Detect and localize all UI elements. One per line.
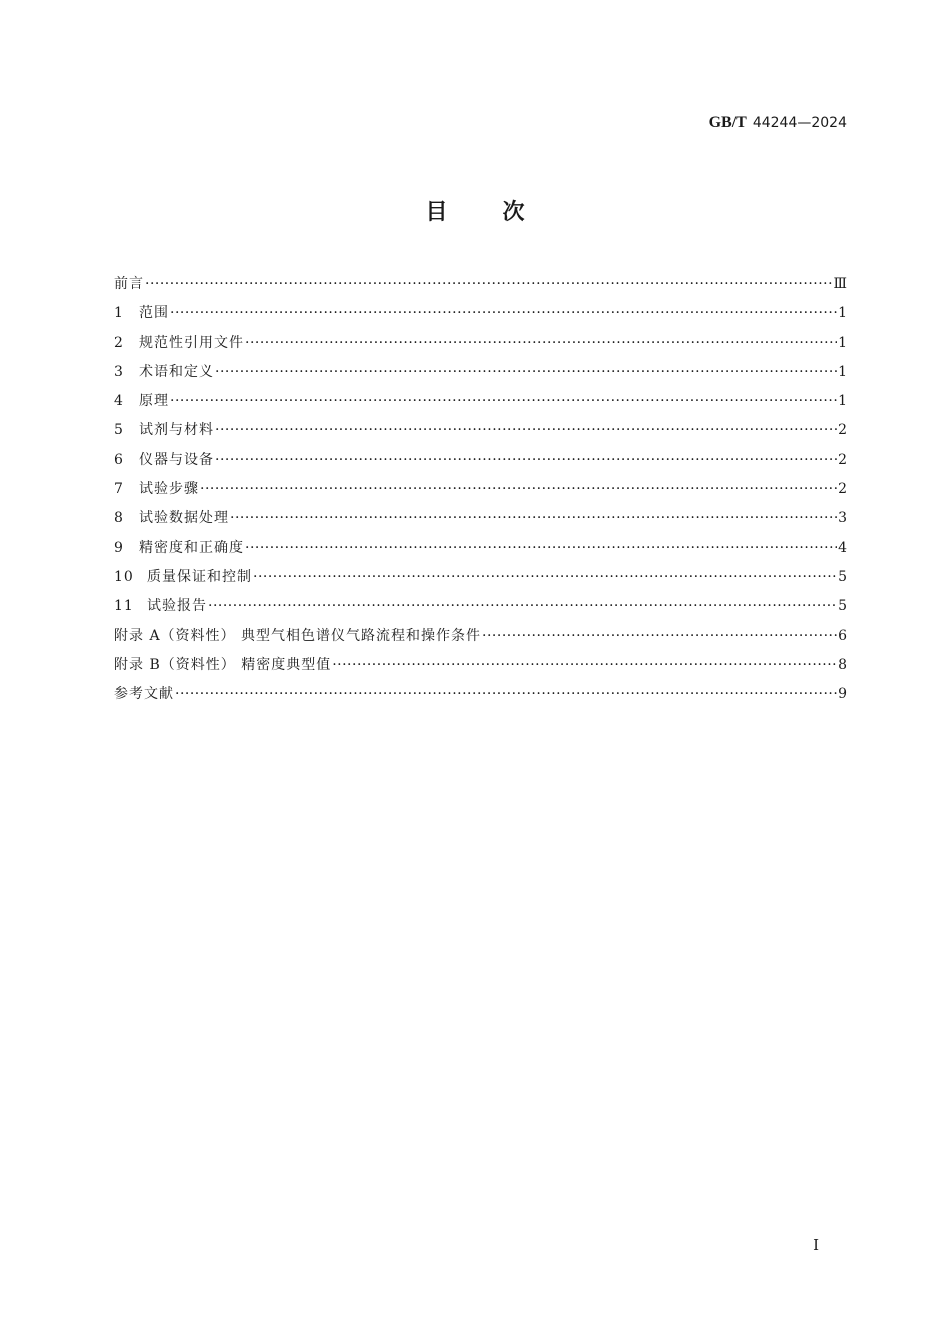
toc-entry-number: 4 <box>114 393 124 410</box>
toc-entry-label: 规范性引用文件 <box>139 334 244 351</box>
standard-code-prefix: GB/T <box>708 114 747 131</box>
toc-entry-10[interactable] <box>114 567 847 596</box>
toc-entry-label: 仪器与设备 <box>139 451 214 468</box>
toc-entry-label: 范围 <box>139 305 169 322</box>
toc-entry-8[interactable] <box>114 508 847 537</box>
toc-entry-3[interactable] <box>114 362 847 391</box>
toc-entry-page: 5 <box>838 568 847 585</box>
toc-entry-page: 2 <box>838 422 847 439</box>
toc-entry-label: 附录 B（资料性） 精密度典型值 <box>114 656 332 673</box>
dot-leader <box>215 362 837 382</box>
toc-entry-references[interactable] <box>114 684 847 713</box>
dot-leader <box>208 596 837 616</box>
toc-entry-number: 10 <box>114 568 134 585</box>
dot-leader <box>200 479 837 499</box>
toc-entry-number: 5 <box>114 422 124 439</box>
toc-entry-appendix-b[interactable] <box>114 655 847 684</box>
dot-leader <box>215 450 837 470</box>
toc-entry-label: 术语和定义 <box>139 363 214 380</box>
toc-entry-label: 试验报告 <box>147 598 207 615</box>
toc-entry-page: 8 <box>838 656 847 673</box>
toc-entry-foreword[interactable] <box>114 274 847 303</box>
toc-entry-label: 质量保证和控制 <box>147 568 252 585</box>
toc-entry-number: 11 <box>114 598 134 615</box>
footer-page-number: Ⅰ <box>813 1236 819 1254</box>
standard-code <box>709 113 847 132</box>
dot-leader <box>245 333 837 353</box>
dot-leader <box>170 391 837 411</box>
toc-entry-number: 3 <box>114 363 124 380</box>
toc-entry-page: 1 <box>838 363 847 380</box>
toc-entry-page: 4 <box>838 539 847 556</box>
toc-entry-page: 1 <box>838 393 847 410</box>
toc-entry-label: 附录 A（资料性） 典型气相色谱仪气路流程和操作条件 <box>114 627 482 644</box>
toc-entry-page: Ⅲ <box>833 276 847 292</box>
dot-leader <box>170 303 837 323</box>
toc-entry-2[interactable] <box>114 333 847 362</box>
toc-entry-label: 试验数据处理 <box>139 510 229 527</box>
toc-entry-number: 1 <box>114 305 124 322</box>
dot-leader <box>332 655 837 675</box>
dot-leader <box>175 684 837 704</box>
toc-entry-page: 3 <box>838 510 847 527</box>
toc-entry-1[interactable] <box>114 303 847 332</box>
standard-code-number: 44244—2024 <box>752 115 847 131</box>
toc-entry-number: 9 <box>114 539 124 556</box>
dot-leader <box>253 567 837 587</box>
toc-entry-label: 精密度和正确度 <box>139 539 244 556</box>
toc-entry-page: 2 <box>838 481 847 498</box>
toc-entry-11[interactable] <box>114 596 847 625</box>
toc-entry-page: 2 <box>838 451 847 468</box>
toc-entry-6[interactable] <box>114 450 847 479</box>
toc-entry-number: 6 <box>114 451 124 468</box>
toc-entry-5[interactable] <box>114 420 847 449</box>
dot-leader <box>245 538 837 558</box>
toc-entry-number: 7 <box>114 481 124 498</box>
table-of-contents <box>114 274 847 713</box>
dot-leader <box>230 508 837 528</box>
toc-entry-number: 8 <box>114 510 124 527</box>
dot-leader <box>215 420 837 440</box>
toc-entry-page: 5 <box>838 598 847 615</box>
toc-entry-appendix-a[interactable] <box>114 626 847 655</box>
toc-entry-4[interactable] <box>114 391 847 420</box>
toc-entry-label: 前言 <box>114 276 144 292</box>
toc-entry-number: 2 <box>114 334 124 351</box>
toc-entry-page: 1 <box>838 305 847 322</box>
toc-entry-label: 原理 <box>139 393 169 410</box>
page-title: 目次 <box>425 200 580 225</box>
toc-entry-label: 参考文献 <box>114 686 174 703</box>
toc-entry-7[interactable] <box>114 479 847 508</box>
dot-leader <box>145 274 832 294</box>
toc-entry-page: 9 <box>838 686 847 703</box>
toc-entry-label: 试剂与材料 <box>139 422 214 439</box>
toc-entry-page: 6 <box>838 627 847 644</box>
dot-leader <box>482 626 837 646</box>
toc-entry-label: 试验步骤 <box>139 481 199 498</box>
toc-entry-9[interactable] <box>114 538 847 567</box>
toc-entry-page: 1 <box>838 334 847 351</box>
